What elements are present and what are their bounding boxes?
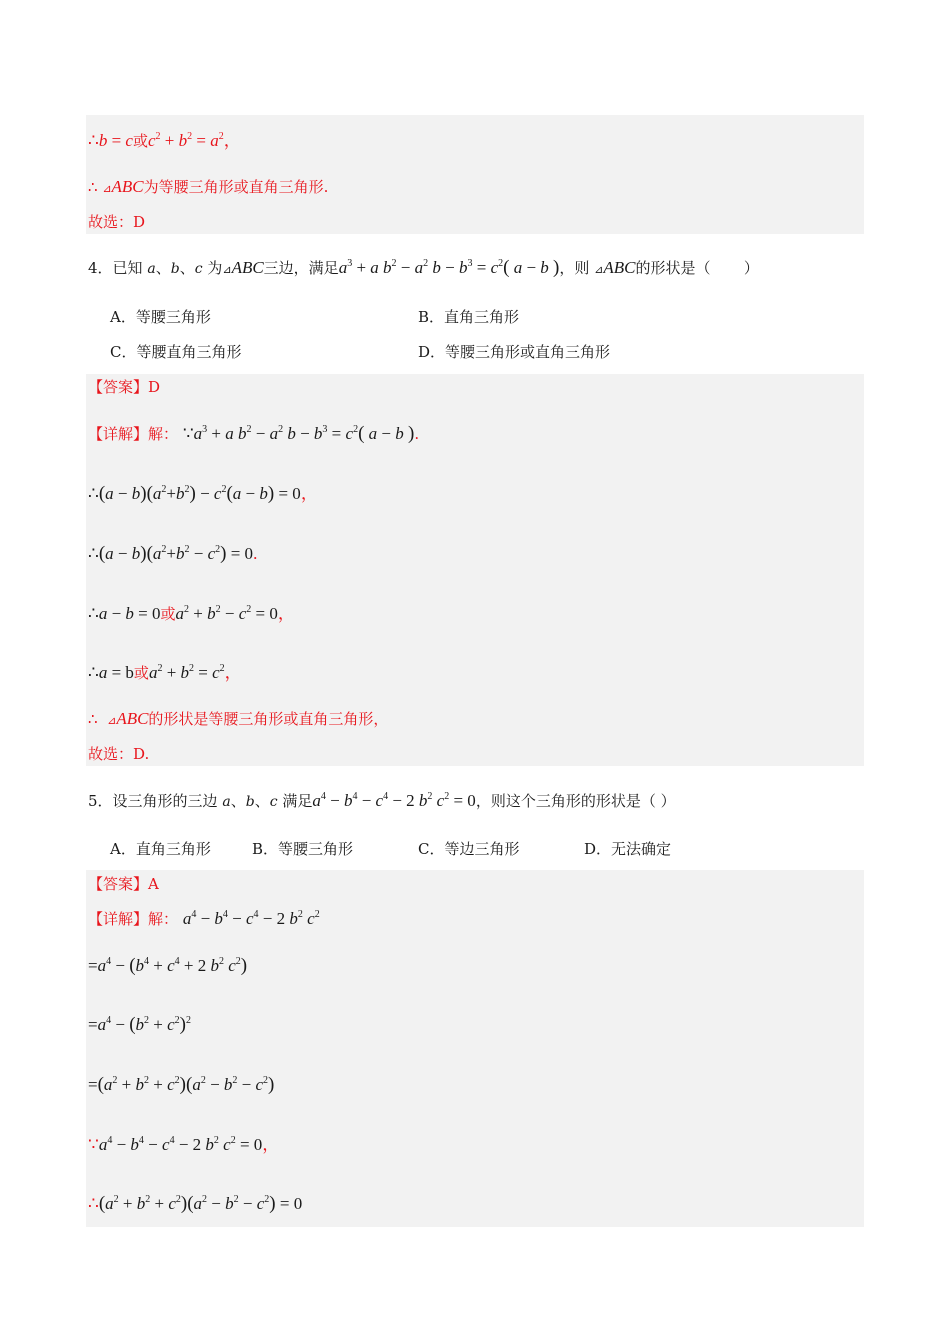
q4-option-c[interactable]: C．等腰直角三角形 xyxy=(110,343,242,361)
q4-option-b[interactable]: B．直角三角形 xyxy=(418,308,520,326)
q4-detail-start: 【详解】解： $\because a^3 + a$ $b^2 - a^2$ $b - b^3 = c^2$( a − b ). xyxy=(88,423,420,444)
prev-step-1: ∴b = c或$c^2 + b^2 = a^2$， xyxy=(88,131,241,150)
q4-step-5: ∴a = b或$a^2 + b^2 = c^2$， xyxy=(88,663,242,682)
q4-stem: 4．已知 a、b、c 为⊿ABC三边，满足$a^3 + a$ $b^2 - a^2$ $b - b^3 = c^2$( a − b )，则 ⊿ABC的形状是（ ） xyxy=(88,257,759,278)
answer-tag: 【答案】 xyxy=(88,378,149,396)
q4-step-4: ∴a − b = 0或$a^2 + b^2 - c^2 = 0$， xyxy=(88,604,295,623)
q5-option-c[interactable]: C．等边三角形 xyxy=(418,840,520,858)
answer-tag: 【答案】 xyxy=(88,875,149,893)
q5-option-b[interactable]: B．等腰三角形 xyxy=(252,840,354,858)
prev-step-3: 故选：D xyxy=(88,213,146,231)
q5-option-d[interactable]: D．无法确定 xyxy=(584,840,672,858)
q4-step-2: ∴(a − $b)(a^2+b^2) - c^2(a - b) = 0$， xyxy=(88,483,318,504)
q5-step-4: $=(a^2 + b^2 + c^2)(a^2 - b^2 - c^2)$ xyxy=(88,1074,275,1095)
answer-value: A xyxy=(148,875,159,893)
q4-conclusion: 故选：D. xyxy=(88,745,150,763)
q5-number: 5． xyxy=(88,792,113,810)
q4-option-d[interactable]: D．等腰三角形或直角三角形 xyxy=(418,343,611,361)
detail-tag: 【详解】 xyxy=(88,425,149,443)
q5-stem: 5．设三角形的三边 a、b、c 满足$a^4 - b^4 - c^4 - 2$ $b^2$ $c^2 = 0$，则这个三角形的形状是（ ） xyxy=(88,791,676,810)
q5-detail-start: 【详解】解： $a^4 - b^4 - c^4 - 2$ $b^2$ $c^2$ xyxy=(88,909,320,928)
q4-step-6: ∴ ⊿ABC的形状是等腰三角形或直角三角形， xyxy=(88,709,389,728)
q5-answer xyxy=(88,874,159,894)
answer-value: D xyxy=(148,378,161,396)
q4-answer xyxy=(88,377,160,397)
q5-step-2: $=a^4 - (b^4 + c^4 + 2$ $b^2$ $c^2$) xyxy=(88,955,248,976)
prev-step-2: ∴ ⊿ABC为等腰三角形或直角三角形. xyxy=(88,177,329,196)
q4-number: 4． xyxy=(88,259,113,277)
q5-option-a[interactable]: A．直角三角形 xyxy=(110,840,211,858)
q5-step-3: $=a^4 - (b^2 + c^2)^2$ xyxy=(88,1014,191,1035)
q5-step-5: $\because a^4 - b^4 - c^4 - 2$ $b^2$ $c^2 = 0$， xyxy=(88,1135,280,1154)
q4-step-3: ∴(a − $b)(a^2+b^2 - c^2) = 0$. xyxy=(88,543,258,564)
q5-step-6: $\therefore(a^2 + b^2 + c^2)(a^2 - b^2 - c^2) = 0$ xyxy=(88,1193,303,1214)
q4-option-a[interactable]: A．等腰三角形 xyxy=(110,308,211,326)
detail-tag: 【详解】 xyxy=(88,910,149,928)
